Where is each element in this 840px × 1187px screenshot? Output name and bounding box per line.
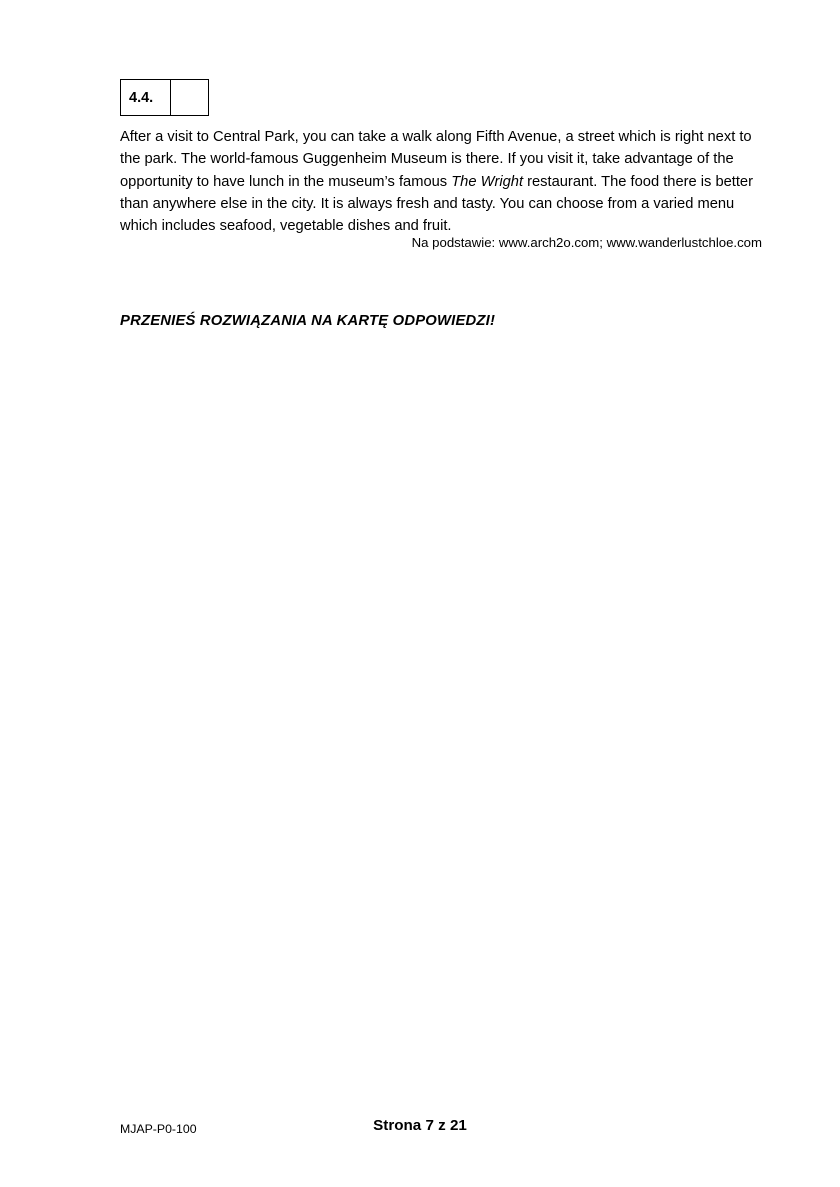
footer-exam-code: MJAP-P0-100: [120, 1122, 197, 1136]
transfer-answers-instruction: PRZENIEŚ ROZWIĄZANIA NA KARTĘ ODPOWIEDZI!: [120, 313, 496, 329]
passage-segment-2-italic: The Wright: [451, 173, 524, 190]
task-number-box: [120, 79, 209, 116]
task-number-label: 4.4.: [129, 89, 154, 106]
source-attribution: Na podstawie: www.arch2o.com; www.wanderlustchloe.com: [411, 235, 762, 250]
passage-segment-1: After a visit to Central Park, you can take a walk along Fifth Avenue, a street which is right next to the park. The world-famous Guggenheim Museum is there. If you visit it, take advantage of the opportunity to have lunch in the museum’s famous: [120, 129, 752, 190]
task-answer-cell[interactable]: [170, 80, 208, 115]
passage-segment-3: restaurant. The food there is better than anywhere else in the city. It is always fresh and tasty. You can choose from a varied menu which includes seafood, vegetable dishes and fruit.: [120, 173, 753, 235]
footer-page-number: Strona 7 z 21: [373, 1117, 467, 1134]
reading-passage: [120, 126, 762, 237]
